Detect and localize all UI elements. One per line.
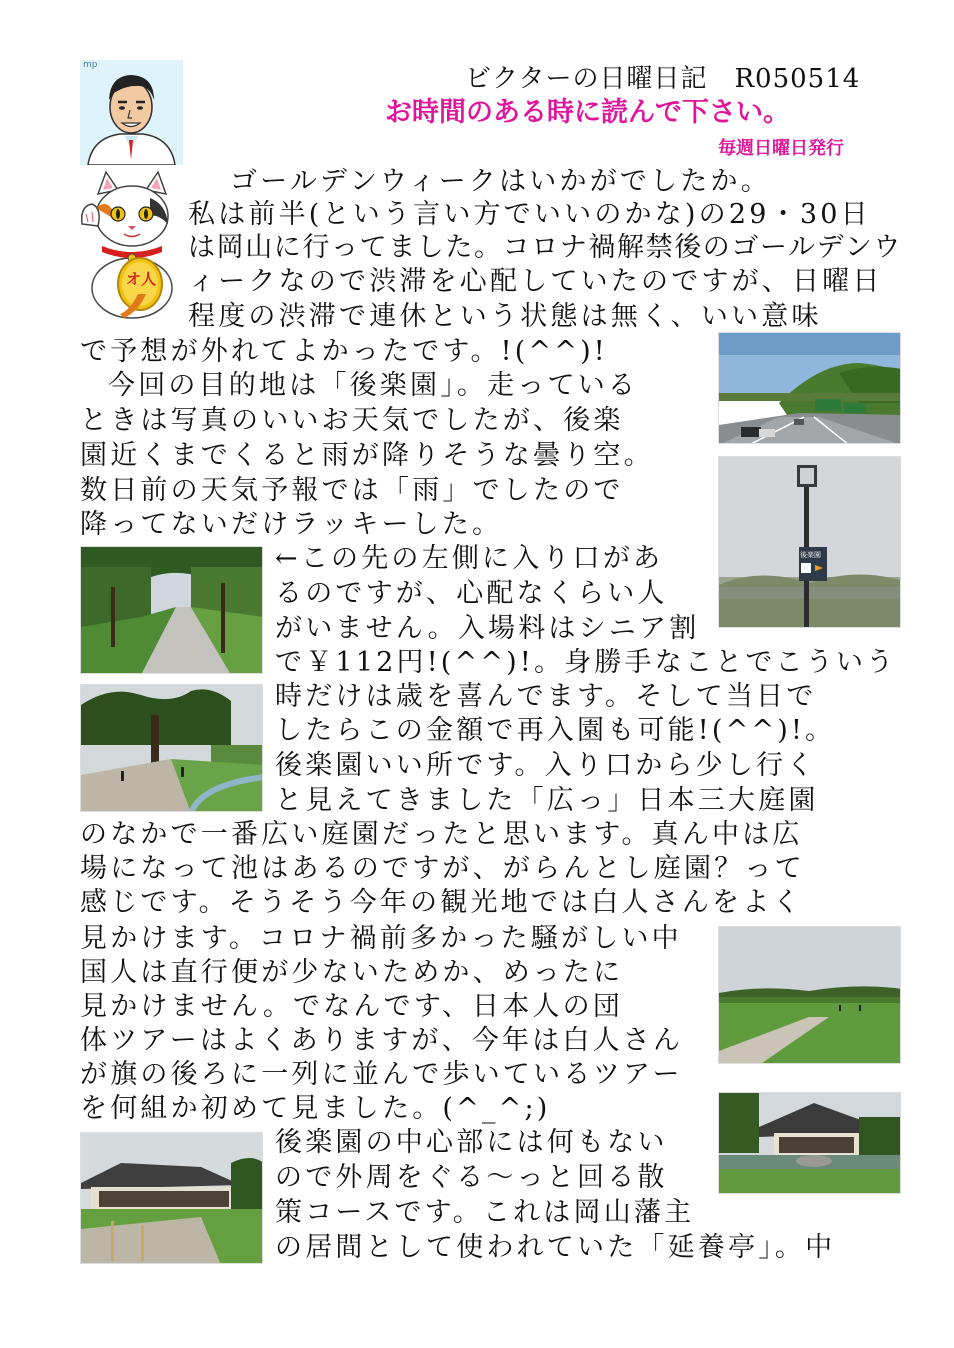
body-line: の居間として使われていた「延養亭」。中	[275, 1232, 836, 1263]
body-line: 私は前半(という言い方でいいのかな)の29・30日	[188, 199, 871, 230]
body-line: ゴールデンウィークはいかがでしたか。	[230, 166, 771, 197]
body-line: 感じです。そうそう今年の観光地では白人さんをよく	[80, 887, 803, 918]
body-line: 園近くまでくると雨が降りそうな曇り空。	[80, 440, 654, 471]
avatar	[80, 60, 183, 165]
body-line: ←この先の左側に入り口があ	[275, 543, 664, 574]
photo-wide-lawn	[718, 926, 901, 1064]
photo-pine-stream	[80, 684, 263, 812]
photo-sign-post	[718, 456, 901, 628]
avatar-icon	[80, 60, 183, 165]
avatar-mark: mp	[83, 60, 98, 70]
body-line: ィークなので渋滞を心配していたのですが、日曜日	[188, 266, 883, 297]
body-line: と見えてきました「広っ」日本三大庭園	[275, 785, 819, 816]
body-line: 国人は直行便が少ないためか、めったに	[80, 957, 624, 988]
body-line: は岡山に行ってました。コロナ禍解禁後のゴールデンウ	[188, 232, 902, 263]
sign-text: 後楽園	[800, 551, 821, 559]
body-line: るのですが、心配なくらい人	[275, 578, 668, 609]
photo-path	[80, 546, 263, 674]
maneki-neko-icon	[80, 168, 183, 320]
photo-teahouse-lawn	[80, 1132, 263, 1264]
photo-expressway	[718, 332, 901, 444]
body-line: 時だけは歳を喜んでます。そして当日で	[275, 681, 817, 712]
body-line: 後楽園いい所です。入り口から少し行く	[275, 750, 817, 781]
maneki-coin-text: オ人	[125, 270, 156, 288]
body-line: 見かけません。でなんです、日本人の団	[80, 991, 624, 1022]
body-line: を何組か初めて見ました。(^_^;)	[80, 1093, 551, 1124]
body-line: がいません。入場料はシニア割	[275, 613, 700, 644]
body-line: したらこの金額で再入園も可能!(^^)!。	[275, 715, 836, 746]
body-line: 降ってないだけラッキーした。	[80, 509, 503, 540]
body-line: 数日前の天気予報では「雨」でしたので	[80, 475, 624, 506]
body-line: 策コースです。これは岡山藩主	[275, 1197, 695, 1228]
page-subtitle: お時間のある時に読んで下さい。	[385, 97, 790, 128]
body-line: 体ツアーはよくありますが、今年は白人さん	[80, 1025, 684, 1056]
body-line: 程度の渋滞で連休という状態は無く、いい意味	[188, 301, 822, 332]
body-line: 場になって池はあるのですが、がらんとし庭園？って	[80, 853, 805, 884]
body-line: ときは写真のいいお天気でしたが、後楽	[80, 405, 624, 436]
body-line: が旗の後ろに一列に並んで歩いているツアー	[80, 1059, 683, 1090]
maneki-neko	[80, 168, 183, 320]
weekly-label: 毎週日曜日発行	[718, 138, 844, 159]
body-line: で￥112円!(^^)!。身勝手なことでこういう	[275, 647, 897, 678]
body-line: 後楽園の中心部には何もない	[275, 1127, 668, 1158]
photo-enyotei-pond	[718, 1092, 901, 1194]
body-line: ので外周をぐる～っと回る散	[275, 1162, 668, 1193]
page-title: ビクターの日曜日記 R050514	[465, 64, 861, 94]
body-line: 今回の目的地は「後楽園」。走っている	[108, 370, 639, 401]
body-line: のなかで一番広い庭園だったと思います。真ん中は広	[80, 819, 803, 850]
body-line: で予想が外れてよかったです。!(^^)!	[80, 336, 608, 367]
body-line: 見かけます。コロナ禍前多かった騒がしい中	[80, 923, 682, 954]
